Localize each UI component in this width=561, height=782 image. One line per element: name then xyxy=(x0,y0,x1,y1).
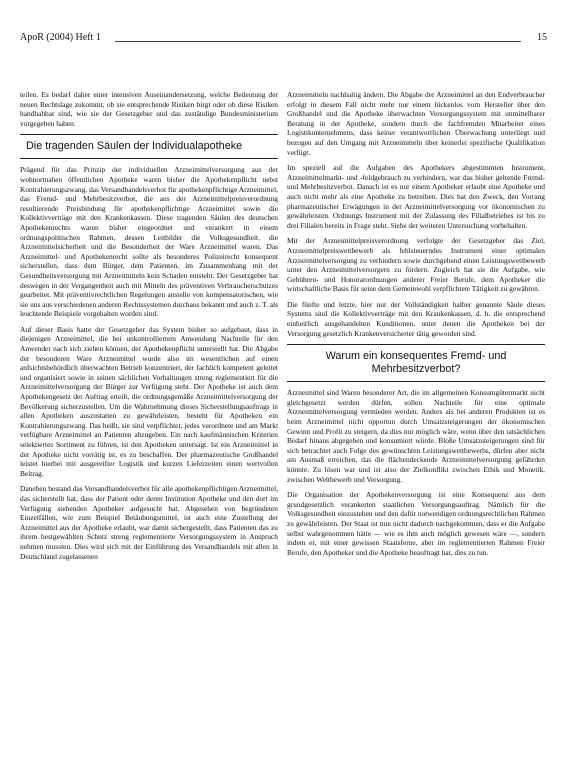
section-heading-fremdbesitz: Warum ein konsequentes Fremd- und Mehrbesitzverbot? xyxy=(287,344,545,382)
body-paragraph: Mit der Arzneimittelpreisverordnung verfolgte der Gesetzgeber das Ziel, Arzneimittelpreiswettbewerb als fehlsteuerndes Instrument einer optimalen Arzneimittelversorgung zu verhindern sowie durchgehend einen Leistungswettbewerb unter den Arzneimittelversorgern zu fördern. Zugleich hat sie die Aufgabe, wie Gebühren- und Honorarordnungen anderer Freier Berufe, dem Apotheker die wirtschaftliche Basis für seine dem Gemeinwohl verpflichtete Tätigkeit zu gewähren. xyxy=(287,236,545,294)
right-column xyxy=(287,90,545,780)
page-number: 15 xyxy=(537,32,547,43)
intro-paragraph: teilen. Es bedarf daher einer intensiven Auseinandersetzung, welche Bedeutung der neuen Rechtslage zukommt, ob sie entsprechende Risiken birgt oder ob diese Risiken handhabbar sind, wie sie der Gesetzgeber und das zuständige Bundesministerium vorgegeben haben. xyxy=(20,90,278,128)
body-paragraph: Auf dieser Basis hatte der Gesetzgeber das System bisher so aufgebaut, dass in diejenigen Arzneimittel, die bei unkontrolliertem Anwendung Nachteile für den Anwender nach sich ziehen können, der Apothekenpflicht unterstellt hat. Die Abgabe der besonderen Ware Arzneimittel wurde also im wesentlichen auf einen anfsichtsbehördlich überwachten Betrieb konzentriert, der fachlich kompetent geleitet und organisiert sowie in seinen sächlichen Vorhaltungen streng reglementiert für die Arzneimittelversorgung der Bürger zur Verfügung steht. Der Apotheke ist auch dem Apothekengesetz der Auftrag erteilt, die ordnungsgemäße Arzneimittelversorgung der Bevölkerung sicherzustellen. Um die Wahrnehmung dieses Sicherstellungsauftrags in allen Apotheken auszustatten zu gewährleisten, besteht für Apotheken ein Kontrahierungszwang. Das heißt, sie sind verpflichtet, jedes verordnete und am Markt verfügbare Arzneimittel an Patienten abzugeben. Ein nach kaufmännischen Kriterien selektiertes Sortiment zu führen, ist den Apotheken untersagt. Ist ein Arzneimittel in der Apotheke nicht vorrätig ist, es zu beschaffen. Der pharmazeutische Großhandel leistet hierbei mit ausgereifter Logistik und kurzen Lieferzeiten einen wertvollen Beitrag. xyxy=(20,324,278,478)
body-paragraph: Im speziell auf die Aufgaben des Apothekers abgestimmten Instrument, Arzneimittelmarkt- und -feldgebrauch zu verhindern, war das bisher geltende Fremd- und Mehrbesitzverbot. Danach ist es nur einem Apotheker erlaubt eine Apotheke und auch nicht mehr als eine Apotheke zu betreiben. Dies hat den Zweck, den Vorrang pharmazeutischer Erwägungen in der Arzneimittelversorgung vor ökonomischen zu gewährleisten. Ordnungs Instrument mit der Zulassung des Filialbetriebes ist bis zu drei Filialen bereits in Frage steht. Siehe der weiteren Untersuchung vorbehalten. xyxy=(287,163,545,230)
left-column xyxy=(20,90,278,780)
body-paragraph: Arzneimitteln nachhaltig ändern. Die Abgabe der Arzneimittel an den Endverbraucher erfolgt in diesem Fall nicht mehr nur einem lückenlos vom Hersteller über den Großhandel und die Apotheke überwachten Versorgungssystem mit unmittelbarer Beratung in der Apotheke, sondern durch die fachfremden Mitarbeiter eines Logistikunternehmens, dass keiner verantwortlichen Überwachung unterliegt und bezogen auf den Umgang mit Arzneimitteln über keinerlei spezifische Qualifikation verfügt. xyxy=(287,90,545,157)
header-rule xyxy=(115,41,521,42)
body-paragraph: Daneben bestand das Versandhandelsverbot für alle apothekenpflichtigen Arzneimittel, das sicherstellt hat, dass der Patient oder deren Institution Apotheke und den dort im Verfügung stehenden Apotheker aufgesucht hat. Abgesehen von begründeten Einzelfällen, wie zum Beispiel Betäubungsmittel, ist auch eine Zustellung der Arzneimittel aus der Apotheke erlaubt, war damit sichergestellt, dass Patienten das zu ihrem bestgewählten Schutz streng reglementierte Versorgungssystem in Anspruch nehmen mussten. Dies wird sich mit der Einführung des Versandhandels mit allen in Deutschland zugelassenen xyxy=(20,484,278,561)
running-header xyxy=(20,32,547,46)
body-paragraph: Die fünfte und letzte, hier nur der Vollständigkeit halber genannte Säule dieses Systems sind die Kollektivverträge mit den Krankenkassen, d. h. die entsprechend einheitlich ausgehandelten Konditionen, unter denen die Apotheken bei der Versorgung gesetzlich Krankenversicherter tätig geworden sind. xyxy=(287,299,545,338)
body-paragraph: Die Organisation der Apothekenversorgung ist eine Konsequenz aus dem grundgesetzlich verankerten staatlichen Versorgungsauftrag. Nämlich für die Volksgesundheit einzustehen und den dafür notwendigen ordnungsrechtlichen Rahmen zu gewährleisten. Der Staat ist nun nicht dadurch nachgekommen, dass er die Aufgabe selbst wahrgenommen hätte — wie es ihm auch möglich gewesen wäre —, sondern indem er, mit einer gewissen Staatsferne, aber im reglementierten Rahmen Freier Berufe, den Apotheker und die Apotheke beauftragt hat, dies zu tun. xyxy=(287,490,545,557)
body-paragraph: Arzneimittel sind Waren besonderer Art, die im allgemeinen Konsumgütermarkt nicht gleichgesetzt werden dürfen, sollen Nachteile für eine optimale Arzneimittelversorgung vermieden werden. Anders als bei anderen Produkten ist es beim Arzneimittel nicht opportun durch Umsatzsteigerungen der ökonomischen Gewinn und Profit zu steigern, da dies nur möglich wäre, wenn über den tatsächlichen Bedarf hinaus abgegeben und konsumiert würde. Bloße Umsatzsteigerungen sind für sich betrachtet auch Folge des gewünschten Leistungswettbewerbs, dürfen aber nicht am Ausmaß erreichen, das die flächendeckende Arzneimittelversorgung gefährden könnte. Zu lösen war und ist also der Zielkonflikt zwischen Ethik und Monetik, zwischen Weltbewerb und Versorgung. xyxy=(287,388,545,484)
body-paragraph: Prägend für das Prinzip der individuellen Arzneimittelversorgung aus der wohnortnahen öffentlichen Apotheke waren bisher die Apothekenpflicht nebst Kontrahierungszwang, das Versandhandelsverbot für apothekenpflichtige Arzneimittel, das Fremd- und Mehrbesitzverbot, die aus der Arzneimittelpreisverordnung resultierende Preisbindung für apothekenpflichtige Arzneimittel sowie die Kollektivverträge mit den Krankenkassen. Diese tragenden Säulen des deutschen Apothekenrechts waren bisher eingeordnet und verankert in einem ordnungspolitischen Rahmen, dessen Leitbilder die Volksgesundheit, die Arzneimittelsicherheit und die Besonderheit der Ware Arzneimittel waren. Das Arzneimittel- und Apothekenrecht sollte als besonderes Polizeirecht konsequent sicherstellen, dass dem Bürger, dem Patienten, im Zusammenhang mit der Gesundheitsversorgung mit Arzneimitteln kein Schaden entsteht. Der Gesetzgeber hat deswegen in der Vergangenheit auch mit Mitteln des präventiven Verbraucherschutzes gearbeitet. Mit präventivrechtlichen Regelungen anstelle von kompensatorischen, wie sie uns aus verschiedenen anderen Rechtssystemen durchaus bekannt und auch z. T. als leuchtende Beispiele vorgehalten worden sind. xyxy=(20,165,278,319)
section-heading-saeulen: Die tragenden Säulen der Individualapotheke xyxy=(20,134,278,159)
journal-reference: ApoR (2004) Heft 1 xyxy=(20,32,101,43)
